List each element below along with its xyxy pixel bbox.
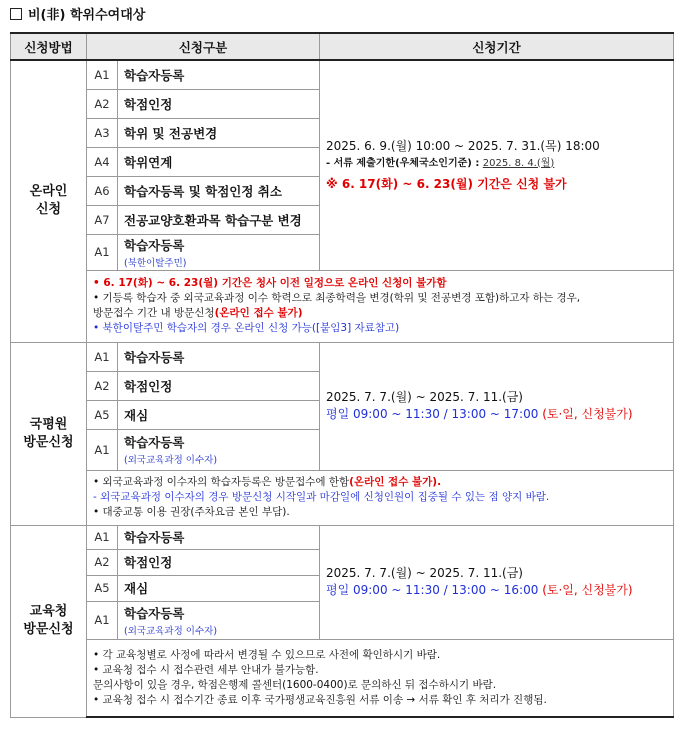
row-category: 학점인정 [118, 89, 320, 118]
nile-period: 2025. 7. 7.(월) ~ 2025. 7. 11.(금) 평일 09:00 ~ 11:30 / 13:00 ~ 17:00 (토·일, 신청불가) [320, 342, 674, 470]
row-category: 전공교양호환과목 학습구분 변경 [118, 205, 320, 234]
office-notes: • 각 교육청별로 사정에 따라서 변경될 수 있으므로 사전에 확인하시기 바람. • 교육청 접수 시 접수관련 세부 안내가 불가능함. 문의사항이 있을 경우, 학점은행제 콜센터(1600-0400)로 문의하신 뒤 접수하시기 바람. • 교육청 접수 시 접수기간 종료 이후 국가평생교육진흥원 서류 이송 → 서류 확인 후 처리가 진행됨. [87, 639, 674, 717]
checkbox-square-icon [10, 8, 22, 20]
row-category: 학습자등록 (외국교육과정 이수자) [118, 429, 320, 470]
row-code: A2 [87, 549, 118, 575]
online-notes: • 6. 17(화) ~ 6. 23(월) 기간은 청사 이전 일정으로 온라인 신청이 불가함 • 기등록 학습자 중 외국교육과정 이수 학력으로 최종학력을 변경(학위 및 전공변경 포함)하고자 하는 경우, 방문접수 기간 내 방문신청(온라인 접수 불가) • 북한이탈주민 학습자의 경우 온라인 신청 가능([붙임3] 자료참고) [87, 270, 674, 342]
row-category: 학점인정 [118, 549, 320, 575]
row-category: 재심 [118, 400, 320, 429]
row-code: A4 [87, 147, 118, 176]
row-category: 학습자등록 [118, 342, 320, 371]
row-category: 학습자등록 (외국교육과정 이수자) [118, 601, 320, 639]
method-online: 온라인 신청 [11, 60, 87, 342]
row-code: A1 [87, 525, 118, 549]
row-code: A1 [87, 342, 118, 371]
row-code: A7 [87, 205, 118, 234]
schedule-table [10, 32, 674, 718]
row-code: A5 [87, 400, 118, 429]
notes-row [11, 639, 674, 717]
row-code: A1 [87, 234, 118, 270]
method-nile: 국평원 방문신청 [11, 342, 87, 525]
row-category: 학점인정 [118, 371, 320, 400]
office-period: 2025. 7. 7.(월) ~ 2025. 7. 11.(금) 평일 09:00 ~ 11:30 / 13:00 ~ 16:00 (토·일, 신청불가) [320, 525, 674, 639]
row-category: 학습자등록 및 학점인정 취소 [118, 176, 320, 205]
row-code: A5 [87, 575, 118, 601]
nile-notes: • 외국교육과정 이수자의 학습자등록은 방문접수에 한함(온라인 접수 불가). - 외국교육과정 이수자의 경우 방문신청 시작일과 마감일에 신청인원이 집중될 수 있는 점 양지 바람. • 대중교통 이용 권장(주차요금 본인 부담). [87, 470, 674, 525]
row-code: A6 [87, 176, 118, 205]
header-method: 신청방법 [11, 33, 87, 60]
row-code: A1 [87, 429, 118, 470]
method-office: 교육청 방문신청 [11, 525, 87, 717]
row-category: 학위연계 [118, 147, 320, 176]
table-row [11, 525, 674, 549]
table-row [11, 60, 674, 89]
row-code: A1 [87, 601, 118, 639]
section-heading: 비(非) 학위수여대상 [10, 4, 145, 23]
online-period: 2025. 6. 9.(월) 10:00 ~ 2025. 7. 31.(목) 18:00 - 서류 제출기한(우체국소인기준) : 2025. 8. 4.(월) ※ 6. 17(화) ~ 6. 23(월) 기간은 신청 불가 [320, 60, 674, 270]
row-category: 재심 [118, 575, 320, 601]
row-code: A2 [87, 89, 118, 118]
table-header-row [11, 33, 674, 60]
table-row [11, 342, 674, 371]
row-code: A1 [87, 60, 118, 89]
header-category: 신청구분 [87, 33, 320, 60]
row-code: A3 [87, 118, 118, 147]
notes-row [11, 470, 674, 525]
row-category: 학위 및 전공변경 [118, 118, 320, 147]
row-category: 학습자등록 [118, 525, 320, 549]
notes-row [11, 270, 674, 342]
row-category: 학습자등록 (북한이탈주민) [118, 234, 320, 270]
row-category: 학습자등록 [118, 60, 320, 89]
row-code: A2 [87, 371, 118, 400]
header-period: 신청기간 [320, 33, 674, 60]
